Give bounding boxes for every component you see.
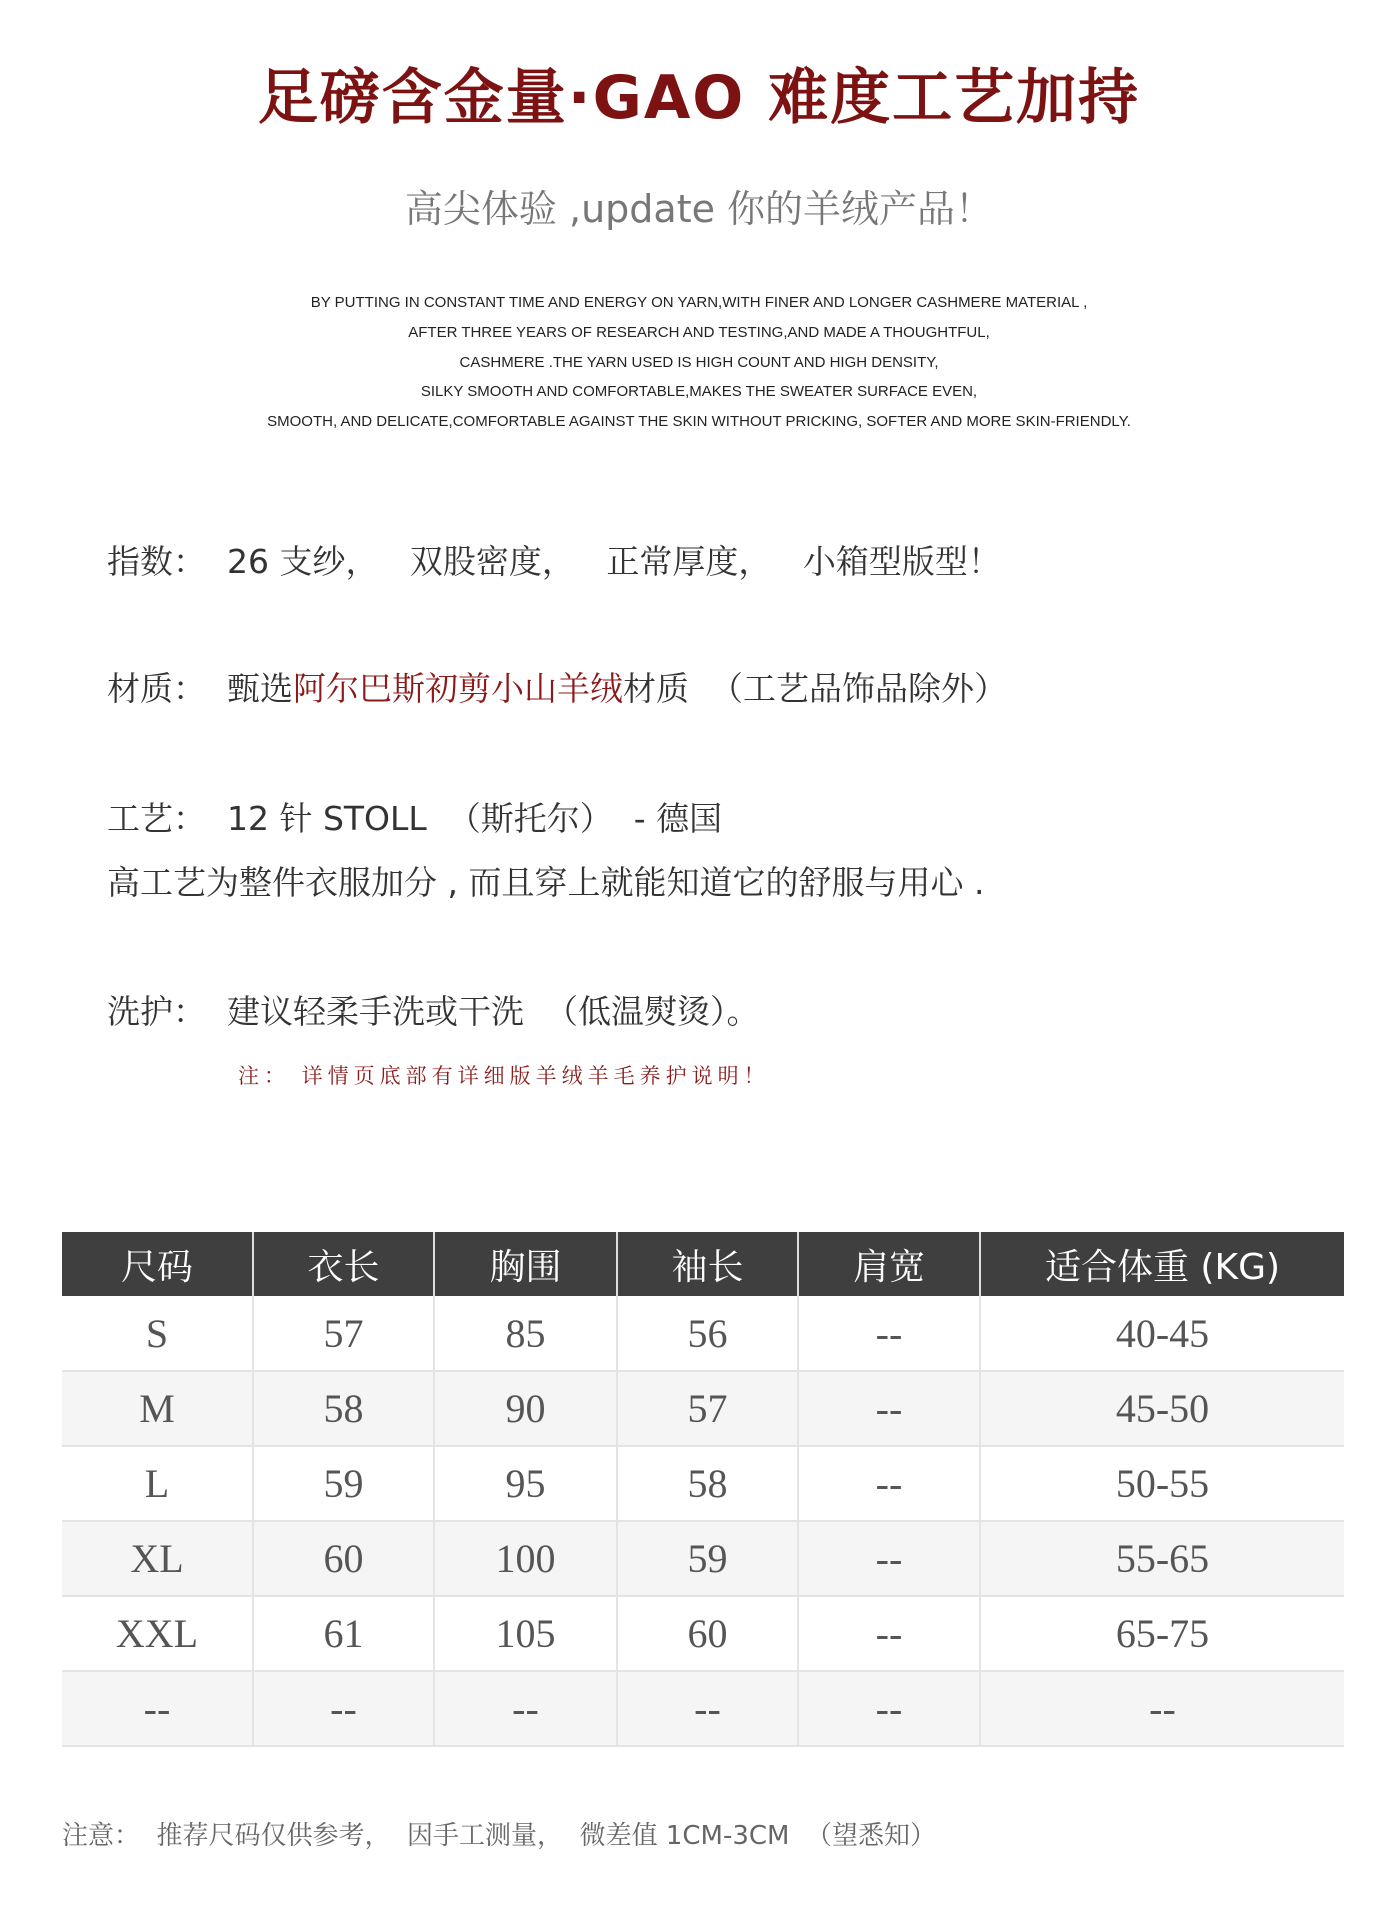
table-cell: -- [253, 1671, 434, 1746]
material-prefix: 材质： 甄选 [107, 669, 293, 708]
table-row [62, 1521, 1344, 1596]
table-cell: -- [798, 1296, 980, 1371]
footer-note: 注意： 推荐尺码仅供参考， 因手工测量， 微差值 1CM-3CM （望悉知） [62, 1821, 937, 1851]
table-cell: 45-50 [980, 1371, 1344, 1446]
spec-index: 指数： 26 支纱， 双股密度， 正常厚度， 小箱型版型！ [107, 542, 1001, 581]
table-cell: -- [62, 1671, 253, 1746]
table-header [62, 1232, 1344, 1296]
english-line: SILKY SMOOTH AND COMFORTABLE,MAKES THE SWEATER SURFACE EVEN, [420, 383, 978, 400]
table-cell: -- [798, 1371, 980, 1446]
table-cell: -- [798, 1671, 980, 1746]
material-suffix: 材质 （工艺品饰品除外） [622, 669, 1007, 708]
header-cell: 适合体重 (KG) [980, 1232, 1344, 1296]
table-cell: 57 [617, 1371, 798, 1446]
table-cell: 90 [434, 1371, 617, 1446]
table-cell: 60 [617, 1596, 798, 1671]
english-line: BY PUTTING IN CONSTANT TIME AND ENERGY ON YARN,WITH FINER AND LONGER CASHMERE MATERIAL , [310, 294, 1088, 311]
table-cell: -- [434, 1671, 617, 1746]
header-cell: 尺码 [62, 1232, 253, 1296]
table-cell: -- [798, 1596, 980, 1671]
table-cell: -- [980, 1671, 1344, 1746]
page-title: 足磅含金量·GAO 难度工艺加持 [257, 63, 1141, 133]
table-cell: 95 [434, 1446, 617, 1521]
table-cell: 59 [253, 1446, 434, 1521]
table-row [62, 1446, 1344, 1521]
header-cell: 袖长 [617, 1232, 798, 1296]
table-row [62, 1671, 1344, 1746]
table-cell: -- [798, 1521, 980, 1596]
table-cell: 50-55 [980, 1446, 1344, 1521]
table-cell: 59 [617, 1521, 798, 1596]
size-table [62, 1232, 1344, 1747]
header-cell: 衣长 [253, 1232, 434, 1296]
table-cell: 58 [617, 1446, 798, 1521]
spec-craft-desc: 高工艺为整件衣服加分 , 而且穿上就能知道它的舒服与用心 . [107, 863, 985, 902]
table-row [62, 1371, 1344, 1446]
english-line: SMOOTH, AND DELICATE,COMFORTABLE AGAINST THE SKIN WITHOUT PRICKING, SOFTER AND MORE SKIN-FRIENDLY. [267, 413, 1131, 430]
table-cell: 56 [617, 1296, 798, 1371]
header-cell: 胸围 [434, 1232, 617, 1296]
english-line: AFTER THREE YEARS OF RESEARCH AND TESTING,AND MADE A THOUGHTFUL, [408, 324, 990, 341]
table-cell: XXL [62, 1596, 253, 1671]
care-note: 注： 详情页底部有详细版羊绒羊毛养护说明！ [238, 1064, 770, 1088]
spec-material [107, 663, 1007, 710]
table-cell: -- [798, 1446, 980, 1521]
subtitle: 高尖体验 ,update 你的羊绒产品！ [404, 187, 994, 231]
table-cell: XL [62, 1521, 253, 1596]
table-cell: 61 [253, 1596, 434, 1671]
spec-craft: 工艺： 12 针 STOLL （斯托尔） - 德国 [107, 799, 723, 838]
table-cell: 57 [253, 1296, 434, 1371]
table-cell: 85 [434, 1296, 617, 1371]
table-cell: 105 [434, 1596, 617, 1671]
header-cell: 肩宽 [798, 1232, 980, 1296]
table-cell: 40-45 [980, 1296, 1344, 1371]
table-cell: M [62, 1371, 253, 1446]
table-cell: 60 [253, 1521, 434, 1596]
english-line: CASHMERE .THE YARN USED IS HIGH COUNT AND HIGH DENSITY, [459, 354, 939, 371]
table-cell: 55-65 [980, 1521, 1344, 1596]
table-cell: S [62, 1296, 253, 1371]
table-row [62, 1296, 1344, 1371]
spec-care: 洗护： 建议轻柔手洗或干洗 （低温熨烫）。 [107, 992, 760, 1031]
table-cell: 58 [253, 1371, 434, 1446]
table-cell: 65-75 [980, 1596, 1344, 1671]
table-cell: -- [617, 1671, 798, 1746]
table-row [62, 1596, 1344, 1671]
table-cell: L [62, 1446, 253, 1521]
material-highlight: 阿尔巴斯初剪小山羊绒 [292, 669, 623, 708]
table-cell: 100 [434, 1521, 617, 1596]
